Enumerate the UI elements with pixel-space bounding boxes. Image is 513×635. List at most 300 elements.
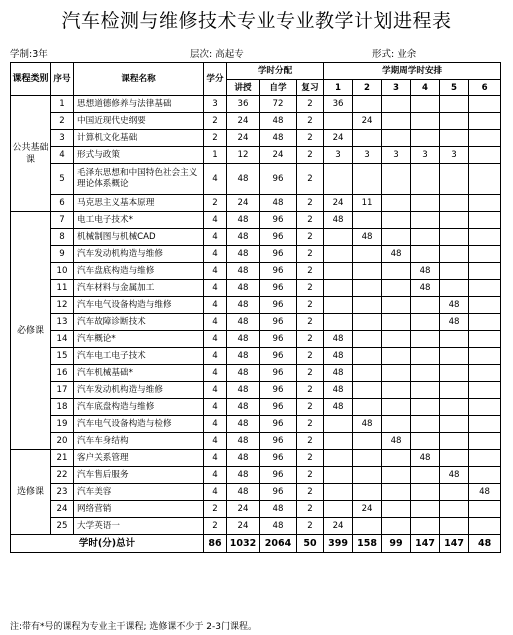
header-semester-4: 4: [411, 80, 440, 96]
review-hours-cell: 2: [297, 467, 324, 484]
semester-6-cell: [469, 229, 501, 246]
self-study-hours-cell: 96: [260, 467, 297, 484]
level-label: 层次: 高起专: [190, 49, 244, 60]
credit-cell: 2: [204, 195, 227, 212]
table-row: [11, 113, 501, 130]
footnote: 注:带有*号的课程为专业主干课程; 选修课不少于 2-3门课程。: [10, 622, 257, 632]
semester-6-cell: [469, 96, 501, 113]
semester-2-cell: [353, 246, 382, 263]
seq-cell: 13: [51, 314, 74, 331]
review-hours-cell: 2: [297, 399, 324, 416]
semester-5-cell: [440, 280, 469, 297]
semester-1-cell: 3: [324, 147, 353, 164]
semester-1-cell: 24: [324, 130, 353, 147]
header-seq: 序号: [51, 63, 74, 96]
review-hours-cell: 2: [297, 130, 324, 147]
semester-4-cell: [411, 365, 440, 382]
header-review: 复习: [297, 80, 324, 96]
header-name: 课程名称: [74, 63, 204, 96]
course-name-cell: 汽车机械基础*: [74, 365, 204, 382]
semester-5-cell: [440, 416, 469, 433]
seq-cell: 16: [51, 365, 74, 382]
review-hours-cell: 2: [297, 331, 324, 348]
table-row: [11, 263, 501, 280]
total-credit: 86: [204, 535, 227, 553]
seq-cell: 18: [51, 399, 74, 416]
semester-2-cell: [353, 130, 382, 147]
table-row: [11, 467, 501, 484]
course-name-cell: 汽车发动机构造与维修: [74, 246, 204, 263]
lecture-hours-cell: 48: [227, 212, 260, 229]
self-study-hours-cell: 96: [260, 416, 297, 433]
credit-cell: 4: [204, 467, 227, 484]
semester-6-cell: [469, 212, 501, 229]
lecture-hours-cell: 48: [227, 467, 260, 484]
credit-cell: 4: [204, 229, 227, 246]
table-row: [11, 484, 501, 501]
lecture-hours-cell: 48: [227, 365, 260, 382]
semester-4-cell: [411, 314, 440, 331]
category-cell: 选修课: [11, 450, 51, 535]
semester-2-cell: [353, 263, 382, 280]
review-hours-cell: 2: [297, 263, 324, 280]
review-hours-cell: 2: [297, 280, 324, 297]
semester-4-cell: [411, 518, 440, 535]
semester-6-cell: [469, 399, 501, 416]
table-row: [11, 399, 501, 416]
credit-cell: 4: [204, 433, 227, 450]
semester-3-cell: [382, 297, 411, 314]
seq-cell: 1: [51, 96, 74, 113]
self-study-hours-cell: 96: [260, 331, 297, 348]
seq-cell: 24: [51, 501, 74, 518]
self-study-hours-cell: 48: [260, 113, 297, 130]
review-hours-cell: 2: [297, 348, 324, 365]
header-row-1: [11, 63, 501, 80]
lecture-hours-cell: 24: [227, 195, 260, 212]
semester-5-cell: [440, 229, 469, 246]
self-study-hours-cell: 96: [260, 280, 297, 297]
semester-2-cell: [353, 399, 382, 416]
semester-4-cell: [411, 297, 440, 314]
semester-1-cell: [324, 263, 353, 280]
semester-6-cell: [469, 450, 501, 467]
semester-4-cell: [411, 399, 440, 416]
semester-1-cell: [324, 246, 353, 263]
semester-5-cell: [440, 113, 469, 130]
total-review: 50: [297, 535, 324, 553]
seq-cell: 14: [51, 331, 74, 348]
table-row: [11, 246, 501, 263]
seq-cell: 11: [51, 280, 74, 297]
review-hours-cell: 2: [297, 416, 324, 433]
semester-4-cell: [411, 416, 440, 433]
table-row: [11, 518, 501, 535]
course-name-cell: 汽车电气设备构造与维修: [74, 297, 204, 314]
credit-cell: 2: [204, 113, 227, 130]
total-semester-5: 147: [440, 535, 469, 553]
semester-3-cell: [382, 416, 411, 433]
seq-cell: 2: [51, 113, 74, 130]
semester-4-cell: [411, 212, 440, 229]
semester-4-cell: 48: [411, 280, 440, 297]
semester-2-cell: [353, 297, 382, 314]
semester-5-cell: [440, 130, 469, 147]
table-row: [11, 297, 501, 314]
semester-5-cell: [440, 450, 469, 467]
semester-5-cell: [440, 433, 469, 450]
course-name-cell: 客户关系管理: [74, 450, 204, 467]
semester-5-cell: 48: [440, 314, 469, 331]
semester-2-cell: 48: [353, 416, 382, 433]
semester-1-cell: [324, 314, 353, 331]
course-name-cell: 马克思主义基本原理: [74, 195, 204, 212]
semester-3-cell: [382, 96, 411, 113]
credit-cell: 4: [204, 263, 227, 280]
credit-cell: 2: [204, 518, 227, 535]
semester-6-cell: [469, 501, 501, 518]
seq-cell: 12: [51, 297, 74, 314]
self-study-hours-cell: 48: [260, 130, 297, 147]
semester-6-cell: [469, 331, 501, 348]
semester-3-cell: [382, 518, 411, 535]
semester-2-cell: 3: [353, 147, 382, 164]
semester-3-cell: 48: [382, 433, 411, 450]
table-row: [11, 348, 501, 365]
review-hours-cell: 2: [297, 314, 324, 331]
lecture-hours-cell: 24: [227, 130, 260, 147]
semester-2-cell: [353, 467, 382, 484]
semester-1-cell: 48: [324, 331, 353, 348]
semester-6-cell: 48: [469, 484, 501, 501]
semester-3-cell: [382, 164, 411, 195]
course-name-cell: 汽车电气设备构造与检修: [74, 416, 204, 433]
table-row: [11, 195, 501, 212]
table-row: [11, 212, 501, 229]
lecture-hours-cell: 48: [227, 348, 260, 365]
semester-5-cell: 3: [440, 147, 469, 164]
semester-1-cell: [324, 113, 353, 130]
seq-cell: 19: [51, 416, 74, 433]
review-hours-cell: 2: [297, 164, 324, 195]
seq-cell: 22: [51, 467, 74, 484]
table-row: [11, 365, 501, 382]
semester-1-cell: [324, 297, 353, 314]
course-name-cell: 毛泽东思想和中国特色社会主义理论体系概论: [74, 164, 204, 195]
header-credit: 学分: [204, 63, 227, 96]
lecture-hours-cell: 48: [227, 229, 260, 246]
self-study-hours-cell: 96: [260, 229, 297, 246]
total-semester-4: 147: [411, 535, 440, 553]
semester-2-cell: [353, 450, 382, 467]
self-study-hours-cell: 96: [260, 484, 297, 501]
self-study-hours-cell: 96: [260, 450, 297, 467]
lecture-hours-cell: 24: [227, 113, 260, 130]
review-hours-cell: 2: [297, 297, 324, 314]
semester-1-cell: [324, 164, 353, 195]
self-study-hours-cell: 96: [260, 263, 297, 280]
semester-2-cell: 48: [353, 229, 382, 246]
lecture-hours-cell: 48: [227, 164, 260, 195]
self-study-hours-cell: 96: [260, 212, 297, 229]
review-hours-cell: 2: [297, 147, 324, 164]
semester-3-cell: [382, 280, 411, 297]
credit-cell: 4: [204, 416, 227, 433]
self-study-hours-cell: 96: [260, 297, 297, 314]
semester-3-cell: [382, 365, 411, 382]
semester-3-cell: [382, 263, 411, 280]
semester-2-cell: [353, 164, 382, 195]
semester-2-cell: [353, 484, 382, 501]
semester-3-cell: [382, 382, 411, 399]
lecture-hours-cell: 48: [227, 331, 260, 348]
lecture-hours-cell: 48: [227, 484, 260, 501]
semester-6-cell: [469, 467, 501, 484]
semester-5-cell: [440, 399, 469, 416]
course-name-cell: 中国近现代史纲要: [74, 113, 204, 130]
credit-cell: 2: [204, 130, 227, 147]
semester-4-cell: [411, 229, 440, 246]
credit-cell: 4: [204, 365, 227, 382]
review-hours-cell: 2: [297, 195, 324, 212]
semester-3-cell: 3: [382, 147, 411, 164]
semester-1-cell: [324, 280, 353, 297]
semester-5-cell: [440, 164, 469, 195]
semester-5-cell: [440, 382, 469, 399]
semester-6-cell: [469, 297, 501, 314]
semester-3-cell: [382, 229, 411, 246]
lecture-hours-cell: 48: [227, 450, 260, 467]
review-hours-cell: 2: [297, 433, 324, 450]
table-row: [11, 314, 501, 331]
semester-4-cell: [411, 164, 440, 195]
table-row: [11, 96, 501, 113]
semester-2-cell: 24: [353, 501, 382, 518]
semester-6-cell: [469, 314, 501, 331]
semester-6-cell: [469, 130, 501, 147]
semester-1-cell: 48: [324, 399, 353, 416]
category-cell: 公共基础课: [11, 96, 51, 212]
self-study-hours-cell: 72: [260, 96, 297, 113]
semester-4-cell: [411, 96, 440, 113]
semester-2-cell: [353, 382, 382, 399]
credit-cell: 4: [204, 212, 227, 229]
header-semester-group: 学期周学时安排: [324, 63, 501, 80]
total-row: [11, 535, 501, 553]
total-semester-3: 99: [382, 535, 411, 553]
semester-3-cell: [382, 314, 411, 331]
course-name-cell: 汽车盘底构造与维修: [74, 263, 204, 280]
table-row: [11, 450, 501, 467]
course-name-cell: 汽车售后服务: [74, 467, 204, 484]
lecture-hours-cell: 48: [227, 314, 260, 331]
lecture-hours-cell: 48: [227, 246, 260, 263]
lecture-hours-cell: 48: [227, 433, 260, 450]
semester-4-cell: [411, 331, 440, 348]
credit-cell: 4: [204, 399, 227, 416]
semester-3-cell: [382, 484, 411, 501]
semester-5-cell: [440, 263, 469, 280]
lecture-hours-cell: 36: [227, 96, 260, 113]
header-semester-2: 2: [353, 80, 382, 96]
semester-5-cell: [440, 96, 469, 113]
semester-2-cell: 24: [353, 113, 382, 130]
self-study-hours-cell: 96: [260, 365, 297, 382]
semester-4-cell: 48: [411, 263, 440, 280]
lecture-hours-cell: 24: [227, 518, 260, 535]
semester-2-cell: 11: [353, 195, 382, 212]
semester-1-cell: [324, 484, 353, 501]
format-label: 形式: 业余: [372, 49, 417, 60]
semester-5-cell: 48: [440, 297, 469, 314]
semester-4-cell: [411, 246, 440, 263]
lecture-hours-cell: 48: [227, 416, 260, 433]
semester-5-cell: [440, 501, 469, 518]
semester-1-cell: [324, 416, 353, 433]
semester-2-cell: [353, 212, 382, 229]
category-cell: 必修课: [11, 212, 51, 450]
self-study-hours-cell: 96: [260, 246, 297, 263]
course-name-cell: 机械制图与机械CAD: [74, 229, 204, 246]
seq-cell: 3: [51, 130, 74, 147]
seq-cell: 25: [51, 518, 74, 535]
course-name-cell: 网络营销: [74, 501, 204, 518]
total-self-study: 2064: [260, 535, 297, 553]
credit-cell: 3: [204, 96, 227, 113]
table-row: [11, 501, 501, 518]
review-hours-cell: 2: [297, 518, 324, 535]
semester-4-cell: [411, 113, 440, 130]
credit-cell: 4: [204, 484, 227, 501]
self-study-hours-cell: 96: [260, 433, 297, 450]
semester-5-cell: 48: [440, 467, 469, 484]
seq-cell: 7: [51, 212, 74, 229]
credit-cell: 4: [204, 297, 227, 314]
semester-2-cell: [353, 518, 382, 535]
curriculum-table: [10, 62, 501, 553]
credit-cell: 1: [204, 147, 227, 164]
semester-4-cell: [411, 484, 440, 501]
course-name-cell: 思想道德修养与法律基础: [74, 96, 204, 113]
seq-cell: 6: [51, 195, 74, 212]
seq-cell: 23: [51, 484, 74, 501]
course-name-cell: 计算机文化基础: [74, 130, 204, 147]
duration-label: 学制:3年: [10, 49, 48, 60]
self-study-hours-cell: 96: [260, 314, 297, 331]
seq-cell: 8: [51, 229, 74, 246]
table-row: [11, 331, 501, 348]
review-hours-cell: 2: [297, 96, 324, 113]
total-lecture: 1032: [227, 535, 260, 553]
table-row: [11, 280, 501, 297]
semester-6-cell: [469, 246, 501, 263]
semester-6-cell: [469, 280, 501, 297]
lecture-hours-cell: 48: [227, 263, 260, 280]
semester-5-cell: [440, 246, 469, 263]
seq-cell: 9: [51, 246, 74, 263]
review-hours-cell: 2: [297, 212, 324, 229]
lecture-hours-cell: 48: [227, 399, 260, 416]
semester-1-cell: 48: [324, 382, 353, 399]
review-hours-cell: 2: [297, 113, 324, 130]
course-name-cell: 汽车发动机构造与维修: [74, 382, 204, 399]
semester-3-cell: [382, 331, 411, 348]
credit-cell: 4: [204, 331, 227, 348]
semester-1-cell: 48: [324, 348, 353, 365]
semester-6-cell: [469, 164, 501, 195]
semester-6-cell: [469, 416, 501, 433]
semester-4-cell: [411, 348, 440, 365]
semester-4-cell: [411, 195, 440, 212]
review-hours-cell: 2: [297, 484, 324, 501]
self-study-hours-cell: 96: [260, 164, 297, 195]
semester-3-cell: [382, 195, 411, 212]
semester-6-cell: [469, 382, 501, 399]
semester-2-cell: [353, 280, 382, 297]
document-title: 汽车检测与维修技术专业专业教学计划进程表: [61, 10, 452, 32]
course-name-cell: 汽车美容: [74, 484, 204, 501]
self-study-hours-cell: 96: [260, 382, 297, 399]
course-name-cell: 汽车车身结构: [74, 433, 204, 450]
total-semester-6: 48: [469, 535, 501, 553]
header-category: 课程类别: [11, 63, 51, 96]
self-study-hours-cell: 24: [260, 147, 297, 164]
header-self-study: 自学: [260, 80, 297, 96]
credit-cell: 4: [204, 246, 227, 263]
semester-5-cell: [440, 331, 469, 348]
credit-cell: 4: [204, 382, 227, 399]
semester-4-cell: 3: [411, 147, 440, 164]
seq-cell: 21: [51, 450, 74, 467]
total-label: 学时(分)总计: [11, 535, 204, 553]
semester-4-cell: [411, 433, 440, 450]
seq-cell: 15: [51, 348, 74, 365]
header-hours-group: 学时分配: [227, 63, 324, 80]
course-name-cell: 大学英语一: [74, 518, 204, 535]
semester-2-cell: [353, 365, 382, 382]
lecture-hours-cell: 48: [227, 297, 260, 314]
review-hours-cell: 2: [297, 365, 324, 382]
semester-4-cell: [411, 130, 440, 147]
self-study-hours-cell: 96: [260, 348, 297, 365]
semester-1-cell: [324, 501, 353, 518]
semester-3-cell: [382, 467, 411, 484]
self-study-hours-cell: 48: [260, 518, 297, 535]
credit-cell: 4: [204, 450, 227, 467]
credit-cell: 4: [204, 164, 227, 195]
semester-6-cell: [469, 518, 501, 535]
credit-cell: 4: [204, 348, 227, 365]
semester-6-cell: [469, 195, 501, 212]
course-name-cell: 汽车底盘构造与维修: [74, 399, 204, 416]
review-hours-cell: 2: [297, 382, 324, 399]
semester-2-cell: [353, 433, 382, 450]
table-row: [11, 164, 501, 195]
review-hours-cell: 2: [297, 501, 324, 518]
semester-1-cell: [324, 229, 353, 246]
semester-6-cell: [469, 263, 501, 280]
table-row: [11, 130, 501, 147]
seq-cell: 20: [51, 433, 74, 450]
self-study-hours-cell: 48: [260, 195, 297, 212]
semester-4-cell: [411, 501, 440, 518]
lecture-hours-cell: 24: [227, 501, 260, 518]
semester-5-cell: [440, 212, 469, 229]
table-row: [11, 433, 501, 450]
credit-cell: 4: [204, 314, 227, 331]
header-semester-5: 5: [440, 80, 469, 96]
course-name-cell: 汽车概论*: [74, 331, 204, 348]
